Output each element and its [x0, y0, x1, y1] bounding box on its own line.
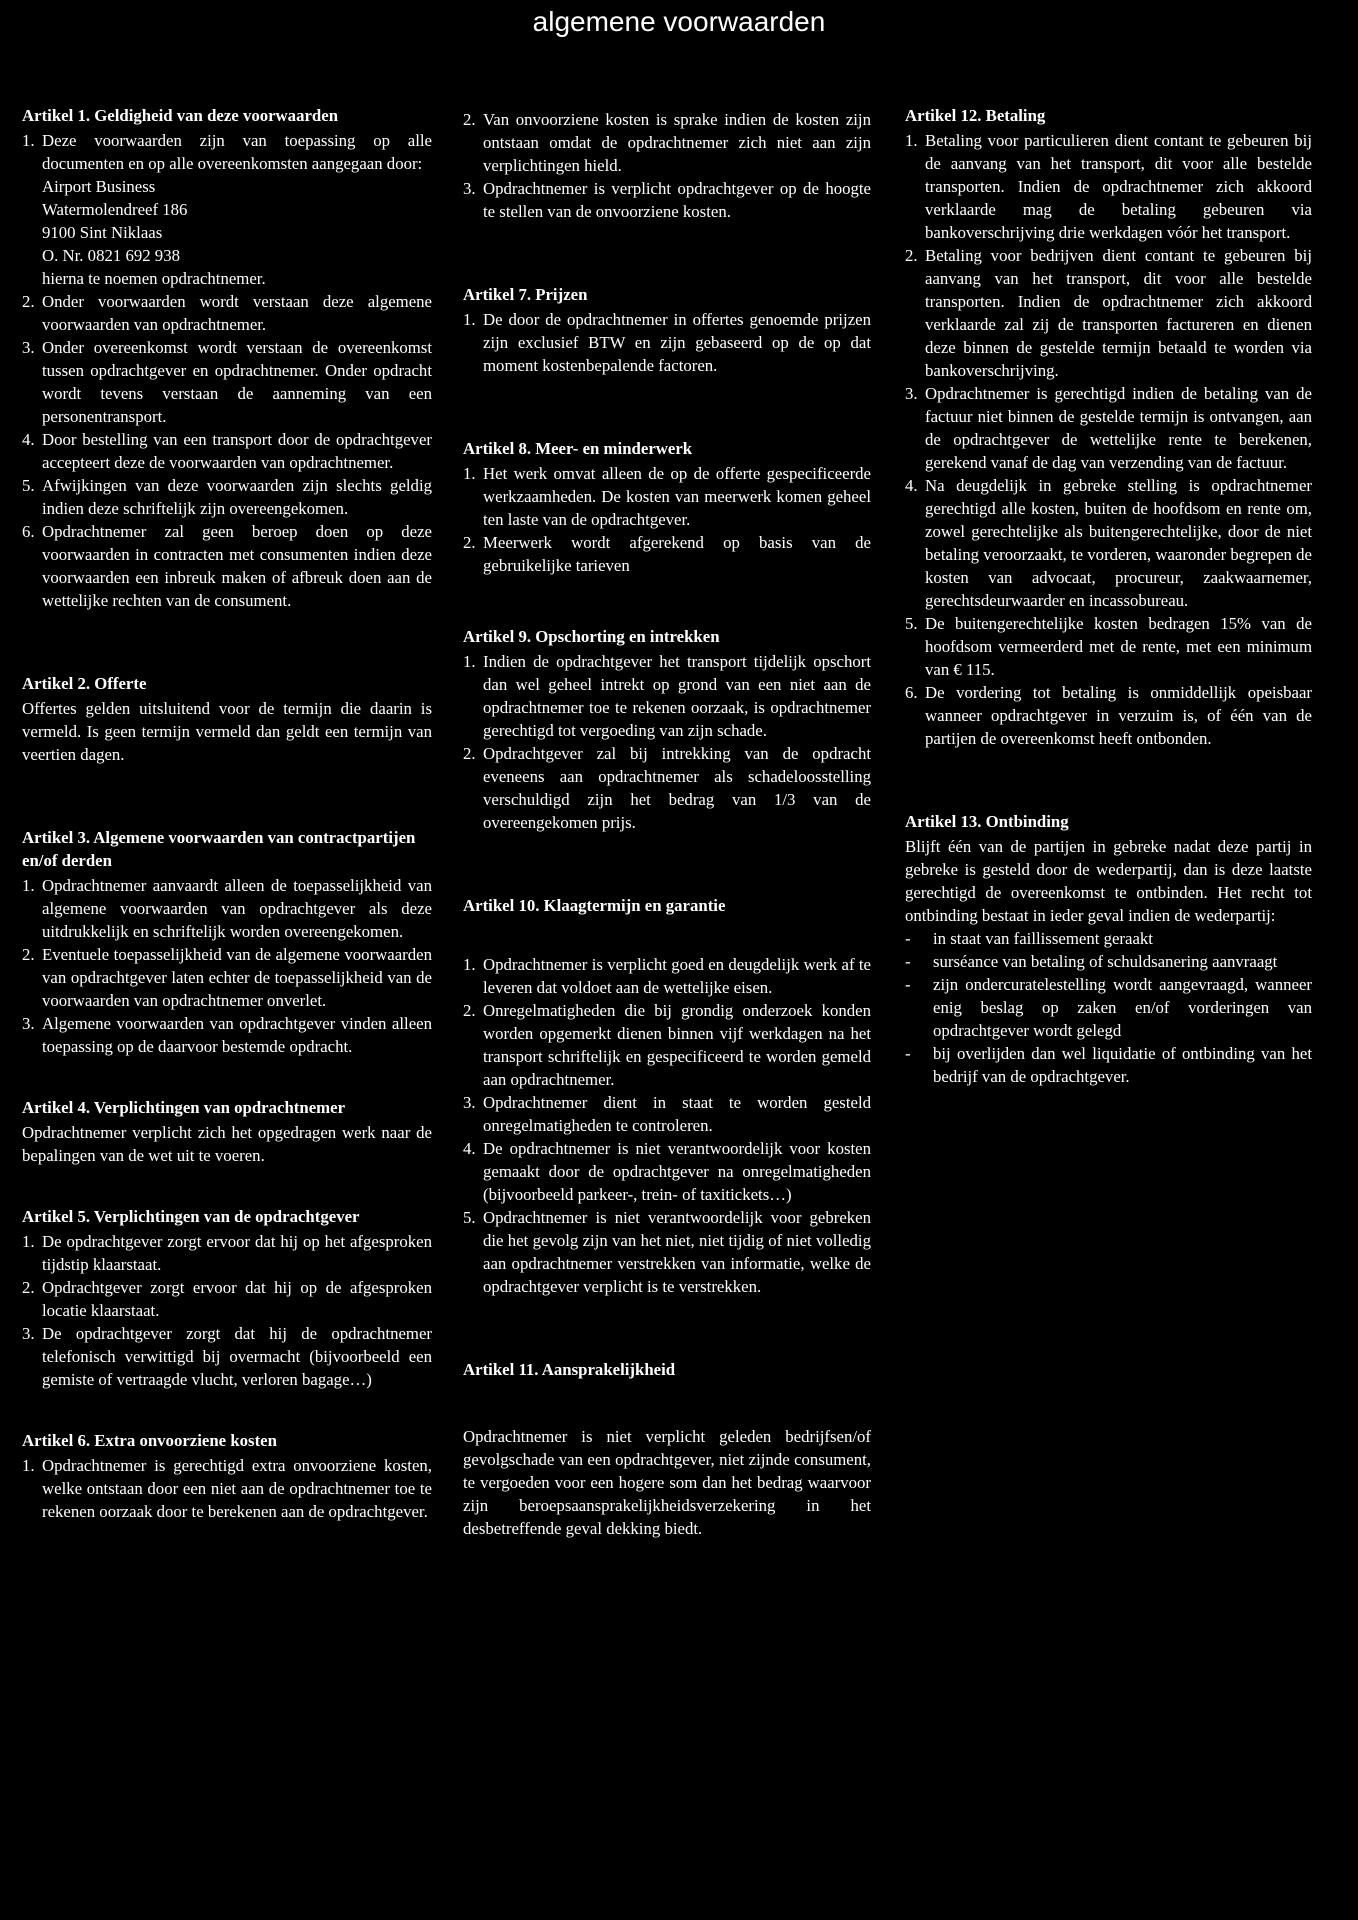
bullet-text: in staat van faillissement geraakt	[933, 929, 1153, 948]
article-6-continued	[463, 108, 871, 223]
item-text: De opdrachtgever zorgt dat hij de opdrachtnemer telefonisch verwittigd bij overmacht (bijvoorbeeld een gemiste of vertraagde vlucht, verloren bagage…)	[42, 1324, 432, 1389]
list-item	[463, 177, 871, 223]
item-number: 1.	[463, 652, 476, 671]
article-9	[463, 625, 871, 834]
address-line: O. Nr. 0821 692 938	[42, 246, 180, 265]
item-text: Opdrachtnemer aanvaardt alleen de toepasselijkheid van algemene voorwaarden van opdrachtgever als deze uitdrukkelijk en schriftelijk worden overeengekomen.	[42, 876, 432, 941]
list-item	[22, 1012, 432, 1058]
item-number: 5.	[905, 614, 918, 633]
item-text: Algemene voorwaarden van opdrachtgever vinden alleen toepassing op de daarvoor bestemde opdracht.	[42, 1014, 432, 1056]
list-item	[905, 244, 1312, 382]
item-text: De buitengerechtelijke kosten bedragen 15% van de hoofdsom vermeerderd met de rente, met een minimum van € 115.	[925, 614, 1312, 679]
bullet-dash: -	[905, 929, 911, 948]
item-number: 5.	[463, 1208, 476, 1227]
column-3	[905, 104, 1312, 1088]
page-title: algemene voorwaarden	[532, 6, 826, 37]
item-number: 2.	[22, 945, 35, 964]
list-item	[905, 129, 1312, 244]
item-text: De opdrachtnemer is niet verantwoordelijk voor kosten gemaakt door de opdrachtgever na onregelmatigheden (bijvoorbeeld parkeer-, trein- of taxitickets…)	[483, 1139, 871, 1204]
item-number: 6.	[905, 683, 918, 702]
bullet-item	[905, 1042, 1312, 1088]
bullet-item	[905, 927, 1312, 950]
article-title: Artikel 12. Betaling	[905, 106, 1046, 125]
article-title: Artikel 10. Klaagtermijn en garantie	[463, 896, 726, 915]
article-6	[22, 1429, 432, 1523]
article-text: Opdrachtnemer is niet verplicht geleden bedrijfsen/of gevolgschade van een opdrachtgever, niet zijnde consument, te vergoeden voor een hogere som dan het bedrag waarvoor zijn beroepsaansprakelijkheidsverzekering in het desbetreffende geval dekking biedt.	[463, 1427, 871, 1538]
item-number: 3.	[905, 384, 918, 403]
list-item	[463, 1206, 871, 1298]
item-number: 2.	[463, 744, 476, 763]
list-item	[463, 308, 871, 377]
item-text: Opdrachtnemer is gerechtigd extra onvoorziene kosten, welke ontstaan door een niet aan de opdrachtnemer toe te rekenen oorzaak door te berekenen aan de opdrachtgever.	[42, 1456, 432, 1521]
bullet-item	[905, 950, 1312, 973]
item-text: Eventuele toepasselijkheid van de algemene voorwaarden van opdrachtgever laten echter de toepasselijkheid van de voorwaarden van opdrachtnemer onverlet.	[42, 945, 432, 1010]
bullet-text: zijn ondercuratelestelling wordt aangevraagd, wanneer enig beslag op zaken en/of vorderingen van opdrachtgever wordt gelegd	[933, 975, 1312, 1040]
item-number: 1.	[22, 131, 35, 150]
item-number: 2.	[463, 110, 476, 129]
article-title: Artikel 2. Offerte	[22, 674, 147, 693]
item-text: Opdrachtnemer is niet verantwoordelijk voor gebreken die het gevolg zijn van het niet, niet tijdig of niet volledig aan opdrachtnemer verstrekken van informatie, welke de opdrachtgever verplicht is te verstrekken.	[483, 1208, 871, 1296]
item-text: Na deugdelijk in gebreke stelling is opdrachtnemer gerechtigd alle kosten, buiten de hoofdsom en rente om, zowel gerechtelijke als buitengerechtelijke, door de niet betaling veroorzaakt, te vorderen, waaronder begrepen de kosten van advocaat, procureur, zaakwaarnemer, gerechtsdeurwaarder en incassobureau.	[925, 476, 1312, 610]
item-text: Opdrachtnemer dient in staat te worden gesteld onregelmatigheden te controleren.	[483, 1093, 871, 1135]
list-item	[22, 474, 432, 520]
list-item	[463, 1091, 871, 1137]
item-text: Opdrachtgever zal bij intrekking van de opdracht eveneens aan opdrachtnemer als schadeloosstelling verschuldigd zijn het bedrag van 1/3 van de overeengekomen prijs.	[483, 744, 871, 832]
item-text: Opdrachtgever zorgt ervoor dat hij op de afgesproken locatie klaarstaat.	[42, 1278, 432, 1320]
item-number: 2.	[463, 533, 476, 552]
article-2	[22, 672, 432, 766]
item-text: Onregelmatigheden die bij grondig onderzoek konden worden opgemerkt dienen binnen vijf werkdagen na het transport schriftelijk en gespecificeerd te worden gemeld aan opdrachtnemer.	[483, 1001, 871, 1089]
item-text: Opdrachtnemer zal geen beroep doen op deze voorwaarden in contracten met consumenten indien deze voorwaarden een inbreuk maken of afbreuk doen aan de wettelijke rechten van de consument.	[42, 522, 432, 610]
article-11	[463, 1358, 871, 1540]
item-number: 4.	[905, 476, 918, 495]
item-number: 3.	[463, 1093, 476, 1112]
item-text: De vordering tot betaling is onmiddellijk opeisbaar wanneer opdrachtgever in verzuim is, of één van de partijen de overeenkomst heeft ontbonden.	[925, 683, 1312, 748]
item-text: Betaling voor particulieren dient contant te gebeuren bij de aanvang van het transport, dit voor alle bestelde transporten. Indien de opdrachtnemer zich akkoord verklaarde mag de betaling gebeuren via bankoverschrijving drie werkdagen vóór het transport.	[925, 131, 1312, 242]
article-3	[22, 826, 432, 1058]
article-text: Blijft één van de partijen in gebreke nadat deze partij in gebreke is gesteld door de wederpartij, dan is deze laatste gerechtigd de overeenkomst te ontbinden. Het recht tot ontbinding bestaat in ieder geval indien de wederpartij:	[905, 837, 1312, 925]
article-7	[463, 283, 871, 377]
item-text: Meerwerk wordt afgerekend op basis van de gebruikelijke tarieven	[483, 533, 871, 575]
list-item	[905, 681, 1312, 750]
item-text: Deze voorwaarden zijn van toepassing op alle documenten en op alle overeenkomsten aangegaan door:	[42, 131, 432, 173]
item-text: Door bestelling van een transport door de opdrachtgever accepteert deze de voorwaarden van opdrachtnemer.	[42, 430, 432, 472]
item-text: Opdrachtnemer is gerechtigd indien de betaling van de factuur niet binnen de gestelde termijn is ontvangen, aan de opdrachtgever de wettelijke rente te berekenen, gerekend vanaf de dag van verzending van de factuur.	[925, 384, 1312, 472]
bullet-text: bij overlijden dan wel liquidatie of ontbinding van het bedrijf van de opdrachtgever.	[933, 1044, 1312, 1086]
list-item	[22, 290, 432, 336]
item-number: 3.	[463, 179, 476, 198]
bullet-dash: -	[905, 952, 911, 971]
item-number: 4.	[22, 430, 35, 449]
article-text: Offertes gelden uitsluitend voor de termijn die daarin is vermeld. Is geen termijn vermeld dan geldt een termijn van veertien dagen.	[22, 699, 432, 764]
column-2	[463, 108, 871, 1540]
article-5	[22, 1205, 432, 1391]
item-text: Afwijkingen van deze voorwaarden zijn slechts geldig indien deze schriftelijk zijn overeengekomen.	[42, 476, 432, 518]
item-number: 6.	[22, 522, 35, 541]
list-item	[905, 612, 1312, 681]
article-title: Artikel 1. Geldigheid van deze voorwaarden	[22, 106, 339, 125]
list-item	[22, 1322, 432, 1391]
item-number: 4.	[463, 1139, 476, 1158]
address-line: 9100 Sint Niklaas	[42, 223, 163, 242]
article-13	[905, 810, 1312, 1088]
article-title: Artikel 3. Algemene voorwaarden van contractpartijen en/of derden	[22, 828, 416, 870]
item-number: 1.	[22, 1456, 35, 1475]
article-title: Artikel 5. Verplichtingen van de opdrachtgever	[22, 1207, 360, 1226]
list-item	[22, 336, 432, 428]
list-item	[22, 1230, 432, 1276]
item-text: De opdrachtgever zorgt ervoor dat hij op het afgesproken tijdstip klaarstaat.	[42, 1232, 432, 1274]
item-number: 3.	[22, 1324, 35, 1343]
item-number: 1.	[22, 1232, 35, 1251]
bullet-dash: -	[905, 975, 911, 994]
item-number: 3.	[22, 338, 35, 357]
address-line: Watermolendreef 186	[42, 200, 188, 219]
article-8	[463, 437, 871, 577]
item-number: 1.	[463, 955, 476, 974]
item-number: 3.	[22, 1014, 35, 1033]
item-number: 2.	[905, 246, 918, 265]
list-item	[463, 742, 871, 834]
item-text: Onder overeenkomst wordt verstaan de overeenkomst tussen opdrachtgever en opdrachtnemer. Onder opdracht wordt tevens verstaan de aanneming van een personentransport.	[42, 338, 432, 426]
list-item	[463, 999, 871, 1091]
column-1	[22, 104, 432, 1523]
item-text: Van onvoorziene kosten is sprake indien de kosten zijn ontstaan omdat de opdrachtnemer zich niet aan zijn verplichtingen hield.	[483, 110, 871, 175]
list-item	[463, 462, 871, 531]
list-item	[22, 1454, 432, 1523]
article-title: Artikel 9. Opschorting en intrekken	[463, 627, 720, 646]
address-line: hierna te noemen opdrachtnemer.	[42, 269, 266, 288]
item-number: 1.	[22, 876, 35, 895]
bullet-dash: -	[905, 1044, 911, 1063]
address-line: Airport Business	[42, 177, 156, 196]
article-10	[463, 894, 871, 1298]
list-item	[905, 382, 1312, 474]
item-number: 1.	[463, 464, 476, 483]
article-text: Opdrachtnemer verplicht zich het opgedragen werk naar de bepalingen van de wet uit te voeren.	[22, 1123, 432, 1165]
item-text: Indien de opdrachtgever het transport tijdelijk opschort dan wel geheel intrekt op grond van een niet aan de opdrachtnemer toe te rekenen oorzaak, is opdrachtnemer gerechtigd tot vergoeding van zijn schade.	[483, 652, 871, 740]
list-item	[463, 953, 871, 999]
item-number: 2.	[22, 1278, 35, 1297]
article-4	[22, 1096, 432, 1167]
item-text: De door de opdrachtnemer in offertes genoemde prijzen zijn exclusief BTW en zijn gebaseerd op de op dat moment kostenbepalende factoren.	[483, 310, 871, 375]
list-item	[22, 520, 432, 612]
item-number: 2.	[463, 1001, 476, 1020]
article-title: Artikel 7. Prijzen	[463, 285, 588, 304]
item-number: 5.	[22, 476, 35, 495]
article-title: Artikel 11. Aansprakelijkheid	[463, 1360, 676, 1379]
item-text: Opdrachtnemer is verplicht goed en deugdelijk werk af te leveren dat voldoet aan de wettelijke eisen.	[483, 955, 871, 997]
list-item	[22, 428, 432, 474]
list-item	[463, 1137, 871, 1206]
list-item	[22, 943, 432, 1012]
list-item	[905, 474, 1312, 612]
list-item	[22, 1276, 432, 1322]
list-item	[463, 650, 871, 742]
list-item	[22, 874, 432, 943]
article-title: Artikel 6. Extra onvoorziene kosten	[22, 1431, 277, 1450]
item-number: 2.	[22, 292, 35, 311]
list-item	[22, 129, 432, 290]
list-item	[463, 531, 871, 577]
article-title: Artikel 13. Ontbinding	[905, 812, 1069, 831]
article-title: Artikel 4. Verplichtingen van opdrachtnemer	[22, 1098, 346, 1117]
article-title: Artikel 8. Meer- en minderwerk	[463, 439, 693, 458]
bullet-item	[905, 973, 1312, 1042]
bullet-text: surséance van betaling of schuldsanering aanvraagt	[933, 952, 1278, 971]
article-1	[22, 104, 432, 612]
list-item	[463, 108, 871, 177]
article-12	[905, 104, 1312, 750]
item-number: 1.	[905, 131, 918, 150]
item-text: Het werk omvat alleen de op de offerte gespecificeerde werkzaamheden. De kosten van meerwerk komen geheel ten laste van de opdrachtgever.	[483, 464, 871, 529]
item-text: Onder voorwaarden wordt verstaan deze algemene voorwaarden van opdrachtnemer.	[42, 292, 432, 334]
item-number: 1.	[463, 310, 476, 329]
item-text: Betaling voor bedrijven dient contant te gebeuren bij aanvang van het transport, dit voor alle bestelde transporten. Indien de opdrachtnemer zich akkoord verklaarde zal zij de transporten factureren en dienen deze binnen de gestelde termijn betaald te worden via bankoverschrijving.	[925, 246, 1312, 380]
item-text: Opdrachtnemer is verplicht opdrachtgever op de hoogte te stellen van de onvoorziene kosten.	[483, 179, 871, 221]
